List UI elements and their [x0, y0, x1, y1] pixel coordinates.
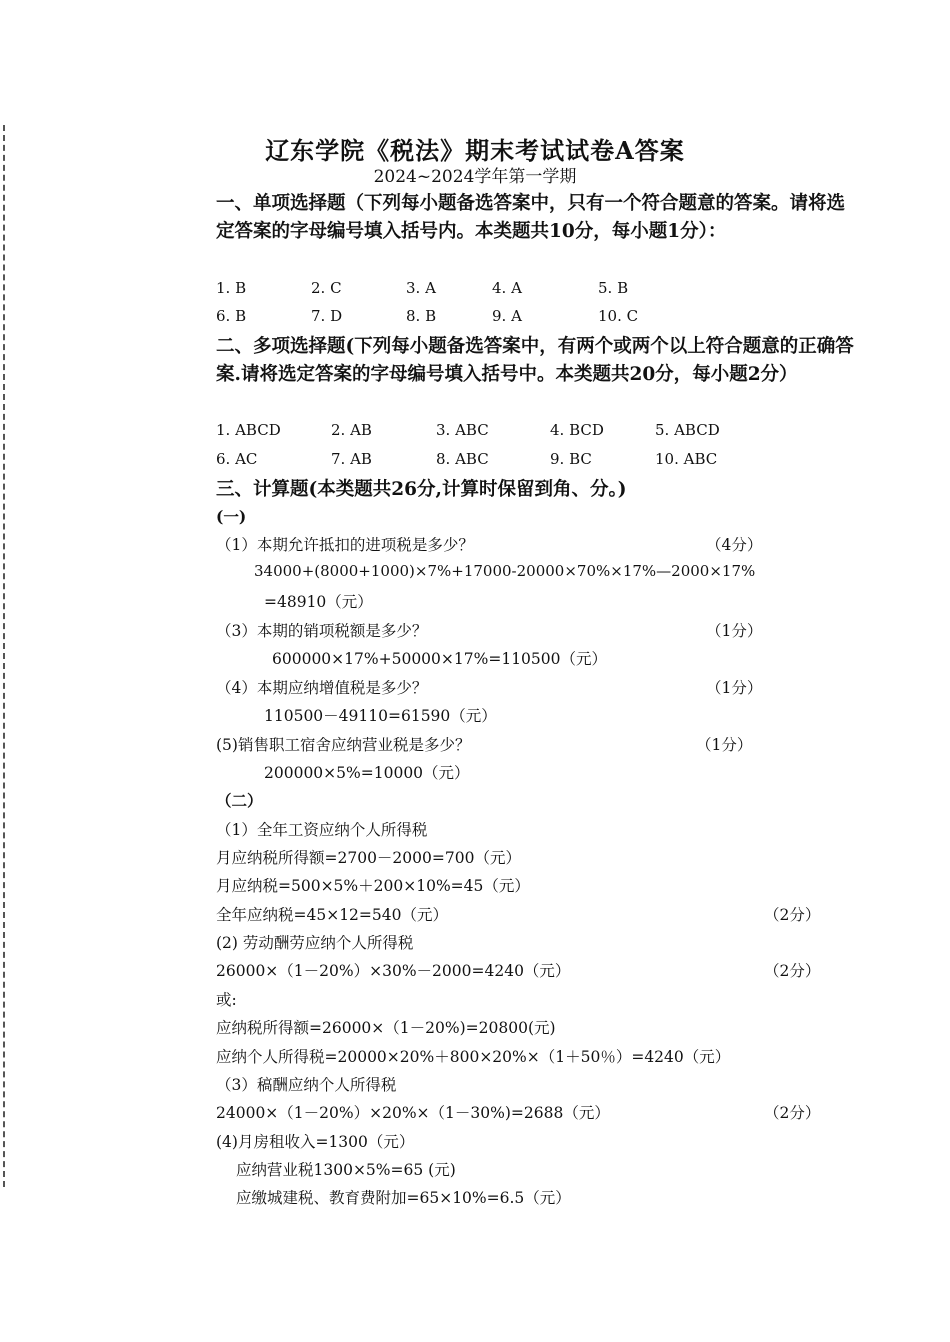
answer-item: 3. ABC — [436, 421, 489, 439]
answer-item: 3. A — [406, 279, 436, 297]
part2-label: （二） — [216, 791, 263, 810]
section2-heading: 二、多项选择题(下列每小题备选答案中，有两个或两个以上符合题意的正确答案.请将选定答案的字母编号填入括号中。本类题共20分，每小题2分） — [216, 336, 854, 385]
answer-item: 6. B — [216, 307, 247, 325]
calculation-line: 月应纳税所得额=2700－2000=700（元） — [216, 849, 521, 867]
calculation-line: 24000×（1－20%）×20%×（1－30%)=2688（元） — [216, 1104, 610, 1122]
answer-item: 1. ABCD — [216, 421, 281, 439]
answer-item: 9. A — [492, 307, 522, 325]
calculation-line: 应纳税所得额=26000×（1－20%)=20800(元) — [216, 1019, 556, 1037]
calculation-line: =48910（元） — [264, 593, 373, 611]
question-text: （4）本期应纳增值税是多少？ — [216, 679, 428, 697]
calculation-line: 26000×（1－20%）×30%－2000=4240（元） — [216, 962, 571, 980]
score-text: （1分） — [696, 736, 753, 754]
calculation-line: 应纳营业税1300×5%=65 (元) — [236, 1161, 456, 1179]
answer-item: 5. B — [598, 279, 629, 297]
calculation-line: 600000×17%+50000×17%=110500（元） — [272, 650, 607, 668]
score-text: （2分） — [764, 906, 821, 924]
question-text: (2) 劳动酬劳应纳个人所得税 — [216, 934, 414, 952]
answer-item: 4. A — [492, 279, 522, 297]
answer-item: 4. BCD — [550, 421, 604, 439]
calculation-line: 全年应纳税=45×12=540（元） — [216, 906, 448, 924]
calculation-line: 200000×5%=10000（元） — [264, 764, 470, 782]
question-text: (4)月房租收入=1300（元） — [216, 1133, 415, 1151]
part1-label: (一) — [216, 507, 247, 526]
answer-item: 7. D — [311, 307, 343, 325]
question-text: （1）本期允许抵扣的进项税是多少？ — [216, 536, 474, 554]
exam-subtitle: 2024~2024学年第一学期 — [373, 167, 577, 187]
answer-item: 6. AC — [216, 450, 258, 468]
score-text: （2分） — [764, 1104, 821, 1122]
answer-item: 1. B — [216, 279, 247, 297]
exam-title: 辽东学院《税法》期末考试试卷A答案 — [265, 136, 685, 165]
score-text: （4分） — [706, 536, 763, 554]
score-text: （1分） — [706, 622, 763, 640]
binding-line — [3, 125, 5, 1187]
answer-item: 5. ABCD — [655, 421, 720, 439]
section3-heading: 三、计算题(本类题共26分,计算时保留到角、分。) — [216, 479, 627, 500]
question-text: （3）稿酬应纳个人所得税 — [216, 1076, 397, 1094]
question-text: (5)销售职工宿舍应纳营业税是多少？ — [216, 736, 471, 754]
question-text: （1）全年工资应纳个人所得税 — [216, 821, 428, 839]
answer-item: 7. AB — [331, 450, 372, 468]
answer-item: 10. ABC — [655, 450, 718, 468]
answer-item: 9. BC — [550, 450, 592, 468]
question-text: （3）本期的销项税额是多少？ — [216, 622, 428, 640]
answer-item: 8. B — [406, 307, 437, 325]
answer-item: 2. AB — [331, 421, 372, 439]
answer-item: 2. C — [311, 279, 342, 297]
calculation-line: 应缴城建税、教育费附加=65×10%=6.5（元） — [236, 1189, 571, 1207]
calculation-line: 应纳个人所得税=20000×20%＋800×20%×（1＋50％）=4240（元） — [216, 1048, 731, 1066]
section1-heading: 一、单项选择题（下列每小题备选答案中，只有一个符合题意的答案。请将选定答案的字母编号填入括号内。本类题共10分，每小题1分）： — [216, 193, 846, 242]
score-text: （1分） — [706, 679, 763, 697]
score-text: （2分） — [764, 962, 821, 980]
calculation-line: 34000+(8000+1000)×7%+17000-20000×70%×17%—2000×17% — [254, 562, 756, 580]
answer-item: 8. ABC — [436, 450, 489, 468]
calculation-line: 110500－49110=61590（元） — [264, 707, 497, 725]
answer-item: 10. C — [598, 307, 639, 325]
calculation-line: 或: — [216, 991, 237, 1009]
calculation-line: 月应纳税=500×5%＋200×10%=45（元） — [216, 877, 530, 895]
